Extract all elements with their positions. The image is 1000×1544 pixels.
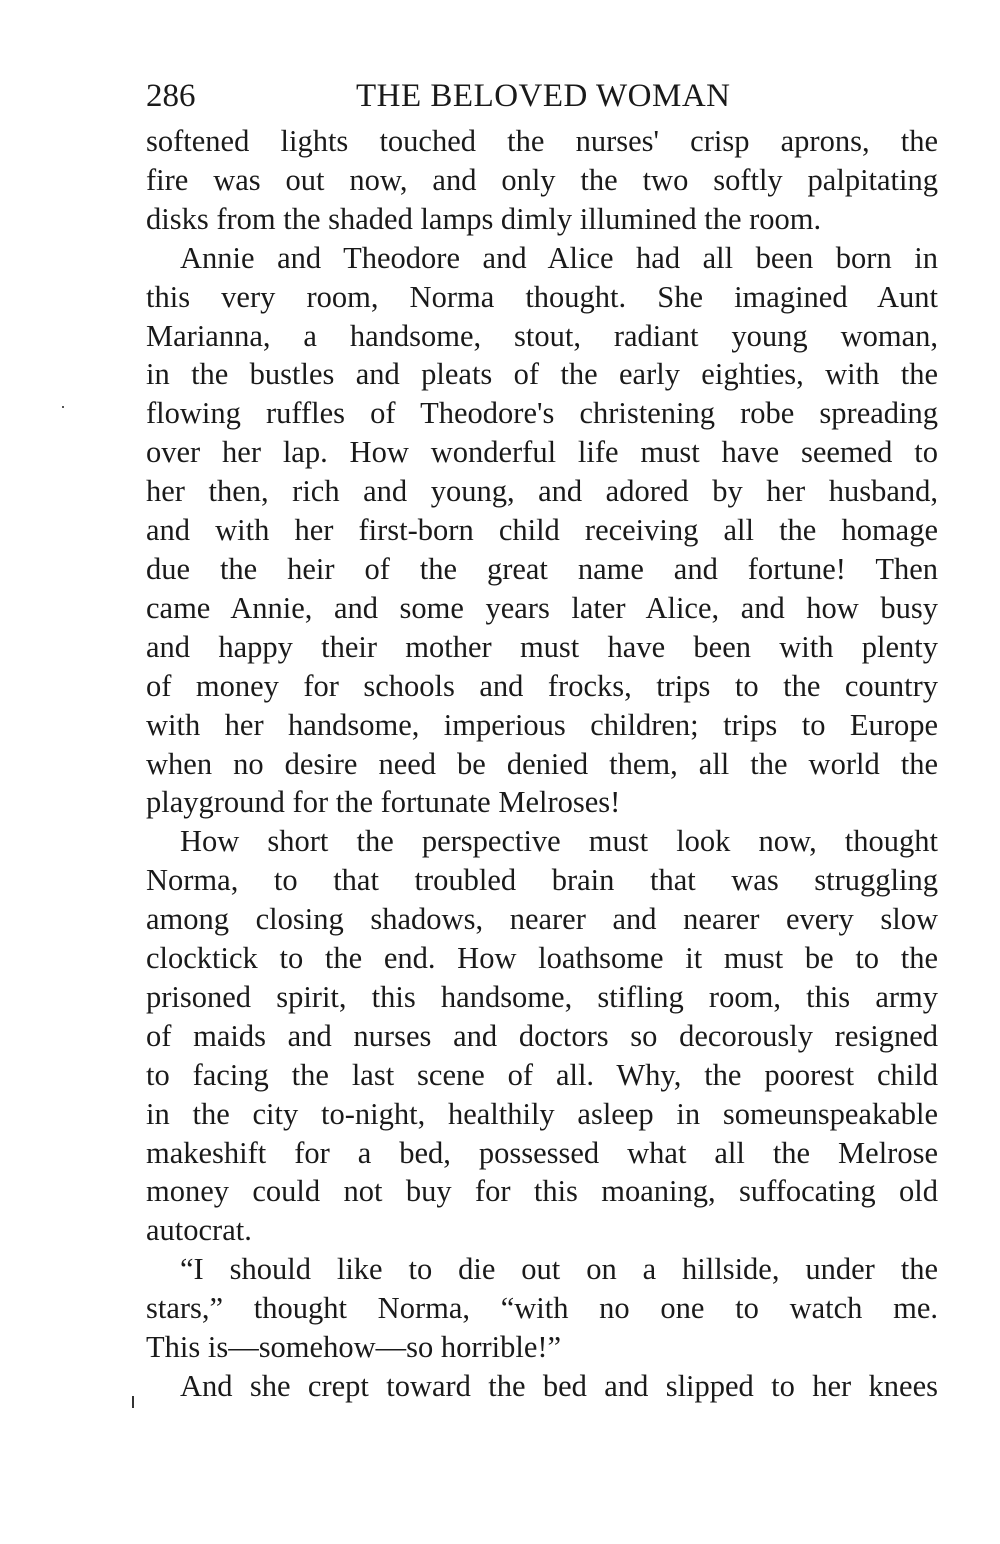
text-line: This is—somehow—so horrible!” [146,1330,562,1365]
text-line: came Annie, and some years later Alice, and how busy [146,590,938,625]
text-line: “I should like to die out on a hillside, under the [180,1252,938,1287]
text-line: softened lights touched the nurses' crisp aprons, the [146,124,938,158]
book-page [146,70,938,1406]
text-line: autocrat. [146,1213,252,1248]
text-line: clocktick to the end. How loathsome it must be to the [146,941,938,976]
paragraph [146,122,938,239]
stray-ink-mark [132,1396,134,1408]
text-line: Norma, to that troubled brain that was struggling [146,863,938,898]
paragraph [146,239,938,823]
text-line: among closing shadows, nearer and nearer every slow [146,902,938,937]
text-line: fire was out now, and only the two softly palpitating [146,162,938,197]
text-line: to facing the last scene of all. Why, the poorest child [146,1057,938,1092]
paragraph [146,822,938,1250]
page-number: 286 [146,78,196,114]
text-line: of maids and nurses and doctors so decorously resigned [146,1018,938,1053]
text-line: playground for the fortunate Melroses! [146,785,621,820]
text-line: makeshift for a bed, possessed what all the Melrose [146,1135,938,1170]
text-line: this very room, Norma thought. She imagined Aunt [146,279,938,314]
text-line: of money for schools and frocks, trips to the country [146,668,938,703]
text-line: when no desire need be denied them, all the world the [146,746,938,781]
paragraph [146,1250,938,1367]
text-line: over her lap. How wonderful life must have seemed to [146,435,938,470]
text-line: with her handsome, imperious children; trips to Europe [146,707,938,742]
text-line: Annie and Theodore and Alice had all been born in [180,240,938,275]
body-text [146,122,938,1406]
text-line: How short the perspective must look now, thought [180,824,938,859]
stray-ink-mark [62,406,64,408]
text-line: money could not buy for this moaning, suffocating old [146,1174,938,1209]
text-line: stars,” thought Norma, “with no one to watch me. [146,1291,938,1326]
text-line: due the heir of the great name and fortune! Then [146,551,938,586]
text-line: in the bustles and pleats of the early eighties, with the [146,357,938,392]
text-line: disks from the shaded lamps dimly illumined the room. [146,201,822,236]
text-line: in the city to-night, healthily asleep in someunspeakable [146,1096,938,1131]
page-header [146,70,938,122]
running-title: THE BELOVED WOMAN [356,78,731,114]
text-line: her then, rich and young, and adored by her husband, [146,474,938,509]
text-line: and happy their mother must have been with plenty [146,629,938,664]
text-line: flowing ruffles of Theodore's christening robe spreading [146,396,938,431]
text-line: prisoned spirit, this handsome, stifling room, this army [146,979,938,1014]
text-line: and with her first-born child receiving all the homage [146,513,938,548]
text-line: And she crept toward the bed and slipped to her knees [180,1369,938,1403]
text-line: Marianna, a handsome, stout, radiant young woman, [146,318,938,353]
paragraph [146,1367,938,1406]
